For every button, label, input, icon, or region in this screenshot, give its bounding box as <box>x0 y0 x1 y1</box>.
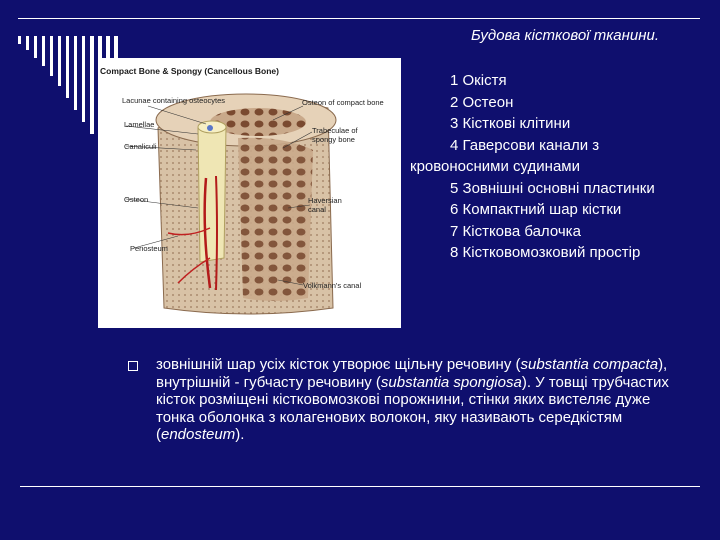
legend-item: 8 Кістковомозковий простір <box>450 244 641 261</box>
figure-label-osteon: Osteon <box>124 195 149 204</box>
legend-item: 1 Окістя <box>450 72 507 89</box>
bottom-divider <box>20 486 700 487</box>
body-text-part: ), внутрішній - губчасту речовину ( <box>156 356 668 391</box>
figure-label-osteon-compact: Osteon of compact bone <box>302 98 384 107</box>
legend-item: 2 Остеон <box>450 93 514 111</box>
body-text-part: зовнішній шар усіх кісток утворює щільну речовину ( <box>156 356 521 373</box>
body-term-spongiosa: substantia spongiosa <box>380 373 522 391</box>
figure-title: Compact Bone & Spongy (Cancellous Bone) <box>100 66 279 76</box>
body-term-endosteum: endosteum <box>161 426 236 443</box>
figure-label-trabeculae: Trabeculae of spongy bone <box>312 126 358 144</box>
body-text-part: ). <box>235 426 245 443</box>
slide-title: Будова кісткової тканини. <box>470 27 660 44</box>
body-text <box>156 356 687 444</box>
figure-label-canaliculi: Canaliculi <box>124 142 157 151</box>
figure-label-periosteum: Periosteum <box>130 244 168 253</box>
figure-label-lamellae: Lamellae <box>124 120 155 129</box>
square-bullet-icon <box>128 361 138 371</box>
body-term-compacta: substantia compacta <box>520 356 659 373</box>
figure-label-volkmann: Volkmann's canal <box>303 281 362 290</box>
legend-item: 7 Кісткова балочка <box>450 222 581 240</box>
figure-label-lacunae: Lacunae containing osteocytes <box>122 96 225 105</box>
body-text-part: ). У товщі трубчастих кісток розміщені кістковомозкові порожнини, стінки яких вистеляє дуже тонка оболонка з колагенових волокон, яку називають середкістям ( <box>156 373 669 443</box>
legend-item: 4 Гаверсови канали з кровоносними судинами <box>410 136 600 175</box>
legend-item: 5 Зовнішні основні пластинки <box>450 179 655 197</box>
figure-label-haversian: Haversian canal <box>308 196 342 214</box>
bone-illustration <box>98 58 401 328</box>
bullet-paragraph <box>132 356 687 444</box>
legend-item: 3 Кісткові клітини <box>450 115 571 132</box>
legend-item: 6 Компактний шар кістки <box>450 201 622 218</box>
legend-list <box>410 70 700 264</box>
